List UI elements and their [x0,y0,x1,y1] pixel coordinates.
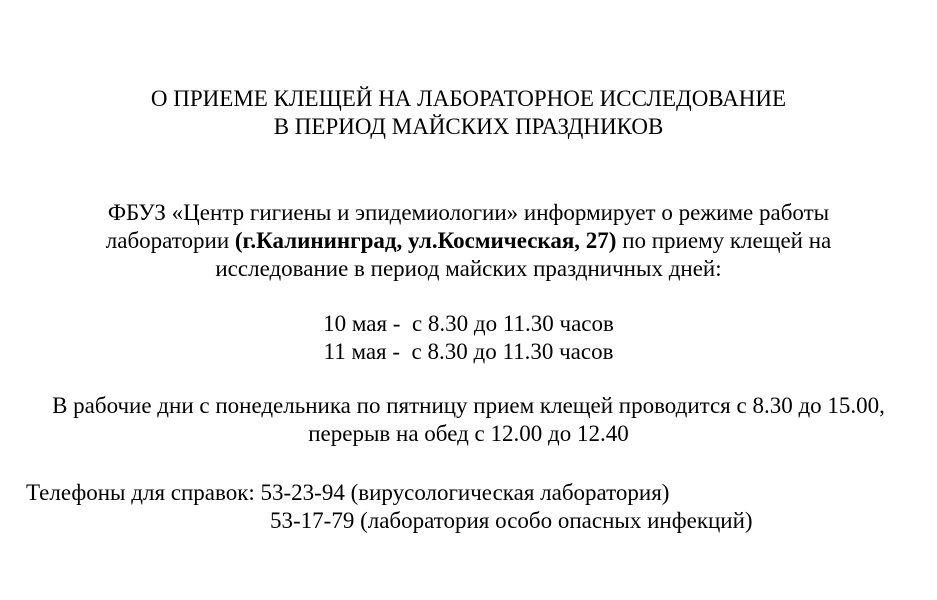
phone-virology-lab: Телефоны для справок: 53-23-94 (вирусологическая лаборатория) [26,480,670,505]
schedule-may-11: 11 мая - с 8.30 до 11.30 часов [323,339,614,364]
intro-line-2-pre: лаборатории [105,228,235,253]
intro-line-3: исследование в период майских праздничных дней: [215,256,722,281]
intro-paragraph [26,199,911,283]
workdays-line-2: перерыв на обед с 12.00 до 12.40 [308,421,629,446]
holiday-schedule [26,310,911,366]
laboratory-address: (г.Калининград, ул.Космическая, 27) [234,228,617,253]
intro-line-2 [26,227,911,255]
phone-dangerous-infections-lab: 53-17-79 (лаборатория особо опасных инфекций) [270,508,753,533]
workdays-paragraph [26,392,911,448]
phones-section [26,479,911,535]
document-title [26,85,911,141]
intro-line-2-post: по приему клещей на [616,228,832,253]
workdays-line-1: В рабочие дни с понедельника по пятницу прием клещей проводится с 8.30 до 15.00, [52,393,885,418]
schedule-may-10: 10 мая - с 8.30 до 11.30 часов [323,311,614,336]
intro-line-1: ФБУЗ «Центр гигиены и эпидемиологии» информирует о режиме работы [107,200,830,225]
title-line-1: О ПРИЕМЕ КЛЕЩЕЙ НА ЛАБОРАТОРНОЕ ИССЛЕДОВАНИЕ [150,86,787,111]
title-line-2: В ПЕРИОД МАЙСКИХ ПРАЗДНИКОВ [273,114,664,139]
